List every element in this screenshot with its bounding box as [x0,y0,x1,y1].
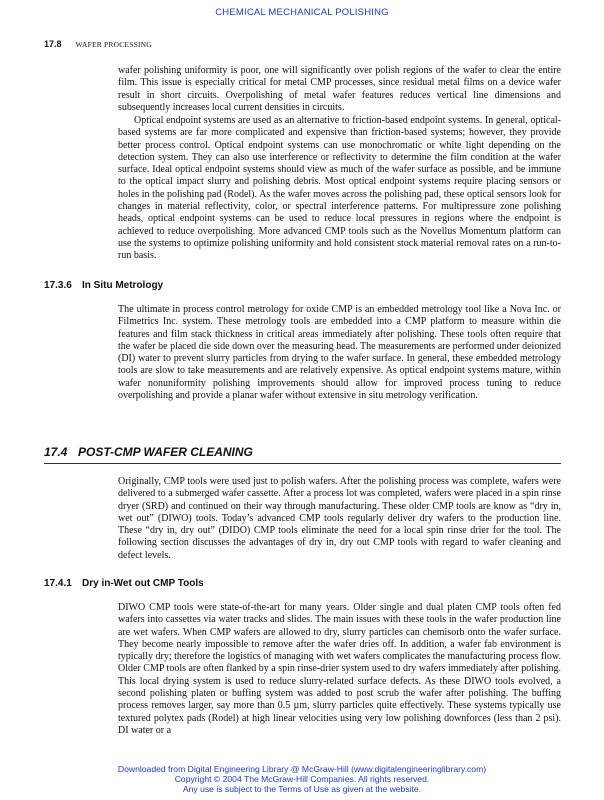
footer-copyright: Copyright © 2004 The McGraw-Hill Companies. All rights reserved. [174,774,430,785]
footer-download-link[interactable]: Downloaded from Digital Engineering Library @ McGraw-Hill (www.digitalengineeringlibrary.com) [117,764,487,774]
running-head-section: WAFER PROCESSING [75,40,152,49]
running-head [44,39,152,49]
subsection-heading-dry-in-wet-out [44,578,204,589]
footer-terms[interactable]: Any use is subject to the Terms of Use as given at the website. [182,784,422,795]
section-number: 17.4 [44,445,68,459]
subsection-number: 17.3.6 [44,280,72,291]
paragraph-diwo-dido-intro: Originally, CMP tools were used just to polish wafers. After the polishing process was complete, wafers were delivered to a submerged wafer cassette. After a process lot was completed, wafers were placed in a spin rinse dryer (SRD) and continued on their way through manufacturing. These older CMP tools are know as “dry in, wet out” (DIWO) tools. Today’s advanced CMP tools regularly deliver dry wafers to the production line. These “dry in, dry out” (DIDO) CMP tools eliminate the need for a local spin rinse drier for the tool. The following section discusses the advantages of dry in, dry out CMP tools with regard to wafer cleaning and defect levels. [118,476,561,561]
paragraph-embedded-metrology: The ultimate in process control metrology for oxide CMP is an embedded metrology tool like a Nova Inc. or Filmetrics Inc. system. These metrology tools are embedded into a CMP platform to measure within die features and film stack thickness in critical areas immediately after polishing. These tools often require that the wafer be placed die side down over the measuring head. The measurements are performed under deionized (DI) water to prevent slurry particles from drying to the wafer surface. In general, these embedded metrology tools are slow to take measurements and are relatively expensive. As optical endpoint systems mature, within wafer nonuniformity polishing improvements should allow for improved process tuning to reduce overpolishing and provide a planar wafer without extensive in situ metrology verification. [118,304,561,402]
book-title-banner: CHEMICAL MECHANICAL POLISHING [215,7,389,18]
subsection-heading-in-situ [44,280,163,291]
paragraph-diwo-tools: DIWO CMP tools were state-of-the-art for many years. Older single and dual platen CMP tools often fed wafers into cassettes via water tracks and slides. The main issues with these tools in the wafer production line are wet wafers. When CMP wafers are allowed to dry, slurry particles can chemisorb onto the wafer surface. They become nearly impossible to remove after the wafer dries off. In addition, a wafer fab environment is typically dry; therefore the logistics of managing with wet wafers complicates the manufacturing process flow. Older CMP tools are often flanked by a spin rinse-drier system used to dry wafers immediately after polishing. This local drying system is used to reduce slurry-related surface defects. As these DIWO tools evolved, a second polishing platen or buffing system was added to post scrub the wafer after polishing. The buffing process removes larger, say more than 0.5 µm, slurry particles quite effectively. These systems typically use textured polytex pads (Rodel) at high linear velocities using very low polishing downforces (less than 2 psi). DI water or a [118,602,561,736]
subsection-title: Dry in-Wet out CMP Tools [82,578,204,589]
section-title: POST-CMP WAFER CLEANING [78,445,253,459]
subsection-number: 17.4.1 [44,578,72,589]
copyright-footer [0,764,604,795]
subsection-title: In Situ Metrology [82,280,164,291]
page-number: 17.8 [44,39,62,49]
section-heading-post-cmp-cleaning [44,445,561,464]
paragraph-overpolish: wafer polishing uniformity is poor, one will significantly over polish regions of the wafer to clear the entire film. This issue is especially critical for metal CMP processes, since residual metal films on a device wafer result in short circuits. Overpolishing of metal wafer features reduces vertical line dimensions and subsequently increases local current densities in circuits. [118,65,561,113]
paragraph-optical-endpoint: Optical endpoint systems are used as an alternative to friction-based endpoint systems. In general, optical-based systems are far more complicated and expensive than friction-based systems; however, they provide better process control. Optical endpoint systems can use monochromatic or white light depending on the detection system. They can also use interference or reflectivity to determine the film condition at the wafer surface. Ideal optical endpoint systems should view as much of the wafer surface as possible, and be immune to the optical impact slurry and polishing debris. Most optical endpoint systems require placing sensors or holes in the polishing pad (Rodel). As the wafer moves across the polishing pad, these optical sensors look for changes in material reflectivity, color, or spectral interference patterns. For multipressure zone polishing heads, optical endpoint systems can be used to reduce local pressures in regions where the endpoint is achieved to reduce overpolishing. More advanced CMP tools such as the Novellus Momentum platform can use the systems to optimize polishing uniformity and hold consistent stock material removal rates on a run-to-run basis. [118,115,561,262]
